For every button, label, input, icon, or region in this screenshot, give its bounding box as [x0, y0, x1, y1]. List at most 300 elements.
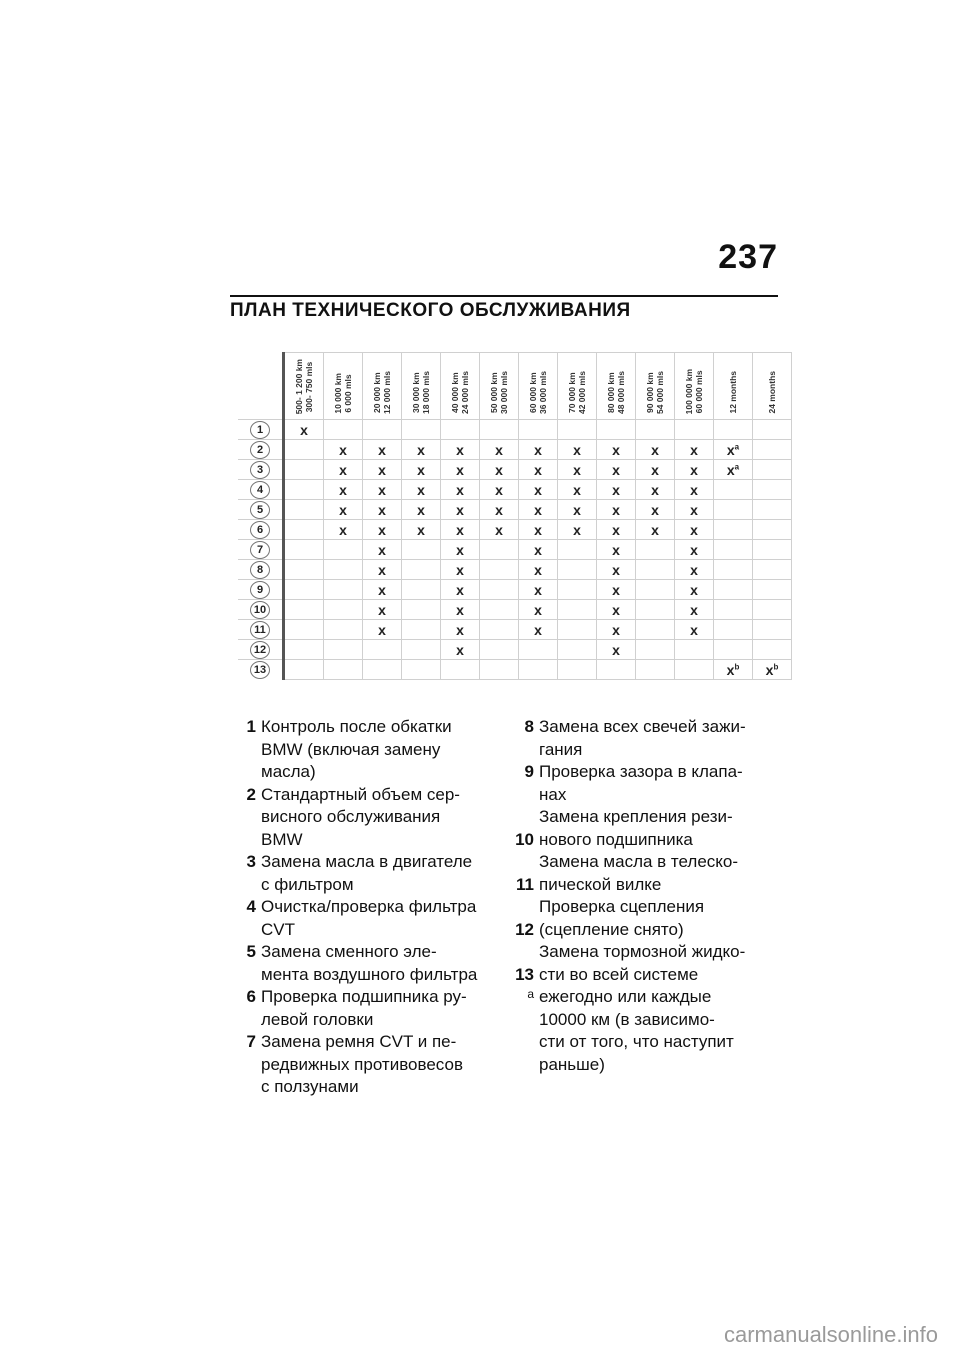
row-number-badge: 11 — [250, 621, 270, 639]
service-mark: x — [612, 441, 620, 458]
schedule-cell — [558, 460, 597, 480]
legend-item-text: Замена тормозной жидко- сти во всей системе — [539, 942, 746, 984]
service-mark: x — [690, 461, 698, 478]
service-mark: x — [651, 461, 659, 478]
schedule-cell — [597, 660, 636, 680]
schedule-cell — [675, 440, 714, 460]
table-row — [238, 620, 792, 640]
service-mark: x — [690, 521, 698, 538]
schedule-cell — [284, 640, 324, 660]
schedule-cell — [675, 520, 714, 540]
service-mark: x — [456, 481, 464, 498]
service-mark: x — [495, 521, 503, 538]
schedule-cell — [519, 560, 558, 580]
schedule-cell — [558, 420, 597, 440]
service-mark: x — [378, 521, 386, 538]
schedule-cell — [284, 440, 324, 460]
schedule-cell — [753, 540, 792, 560]
column-header — [480, 353, 519, 420]
schedule-cell — [402, 600, 441, 620]
service-mark: x — [534, 461, 542, 478]
schedule-cell — [753, 620, 792, 640]
service-mark: x — [690, 501, 698, 518]
schedule-cell — [441, 420, 480, 440]
legend-item-number: 4 — [246, 897, 256, 916]
schedule-cell — [284, 480, 324, 500]
title-rule — [230, 295, 778, 297]
schedule-cell — [753, 660, 792, 680]
row-number-cell — [238, 500, 284, 520]
schedule-cell — [597, 440, 636, 460]
schedule-cell — [480, 420, 519, 440]
schedule-cell — [636, 540, 675, 560]
service-mark: x — [534, 501, 542, 518]
legend-item-text: Стандартный объем сер- висного обслуживания BMW — [261, 784, 460, 849]
schedule-cell — [324, 620, 363, 640]
service-mark: x — [612, 501, 620, 518]
schedule-cell — [480, 560, 519, 580]
column-header-label: 20 000 km 12 000 mls — [372, 370, 392, 414]
schedule-cell — [324, 460, 363, 480]
row-number-cell — [238, 480, 284, 500]
service-mark: x — [456, 641, 464, 658]
column-header-label: 70 000 km 42 000 mls — [567, 370, 587, 414]
legend-item — [506, 896, 776, 941]
schedule-cell — [558, 540, 597, 560]
column-header — [284, 353, 324, 420]
column-header-label: 500- 1 200 km 300- 750 mls — [294, 358, 314, 414]
schedule-cell — [714, 640, 753, 660]
schedule-cell — [324, 500, 363, 520]
service-mark: x — [612, 481, 620, 498]
service-mark: x — [573, 441, 581, 458]
watermark: carmanualsonline.info — [723, 1322, 938, 1347]
table-row — [238, 560, 792, 580]
service-mark: $x^b$ — [765, 661, 779, 678]
schedule-cell — [558, 640, 597, 660]
schedule-cell — [402, 580, 441, 600]
service-mark: x — [378, 481, 386, 498]
row-number-badge: 5 — [250, 501, 270, 519]
column-header — [753, 353, 792, 420]
schedule-cell — [675, 580, 714, 600]
schedule-cell — [441, 460, 480, 480]
service-mark: x — [612, 461, 620, 478]
row-number-badge: 13 — [250, 661, 270, 679]
service-mark: x — [690, 481, 698, 498]
schedule-cell — [714, 660, 753, 680]
schedule-cell — [519, 640, 558, 660]
service-mark: x — [612, 621, 620, 638]
schedule-cell — [753, 500, 792, 520]
table-row — [238, 460, 792, 480]
schedule-cell — [441, 560, 480, 580]
schedule-cell — [480, 620, 519, 640]
column-header — [558, 353, 597, 420]
legend-item-text: Проверка подшипника ру- левой головки — [261, 987, 467, 1029]
schedule-cell — [363, 480, 402, 500]
column-header-label: 10 000 km 6 000 mls — [333, 373, 353, 414]
schedule-cell — [519, 480, 558, 500]
service-mark: x — [534, 521, 542, 538]
column-header-label: 60 000 km 36 000 mls — [528, 370, 548, 414]
service-mark: x — [417, 481, 425, 498]
schedule-cell — [480, 500, 519, 520]
schedule-cell — [402, 480, 441, 500]
service-mark: x — [300, 421, 308, 438]
schedule-cell — [480, 540, 519, 560]
legend-item — [228, 986, 490, 1031]
schedule-cell — [402, 540, 441, 560]
legend-right-column — [506, 716, 776, 1076]
schedule-cell — [519, 460, 558, 480]
schedule-cell — [363, 620, 402, 640]
row-number-badge: 7 — [250, 541, 270, 559]
row-number-cell — [238, 520, 284, 540]
schedule-cell — [675, 480, 714, 500]
schedule-cell — [714, 540, 753, 560]
schedule-cell — [284, 540, 324, 560]
legend-item-text: Контроль после обкатки BMW (включая замену масла) — [261, 717, 452, 781]
schedule-cell — [284, 560, 324, 580]
schedule-cell — [636, 660, 675, 680]
schedule-cell — [597, 500, 636, 520]
row-number-badge: 9 — [250, 581, 270, 599]
legend-item-text: ежегодно или каждые 10000 км (в зависимо- сти от того, что наступит раньше) — [539, 987, 734, 1074]
schedule-cell — [597, 560, 636, 580]
legend-item-text: Замена масла в двигателе с фильтром — [261, 852, 473, 894]
legend-item-text: Замена крепления рези- нового подшипника — [539, 807, 733, 849]
service-mark: x — [612, 581, 620, 598]
schedule-cell — [558, 600, 597, 620]
column-header — [441, 353, 480, 420]
column-header-label: 90 000 km 54 000 mls — [645, 370, 665, 414]
schedule-cell — [363, 560, 402, 580]
schedule-cell — [636, 520, 675, 540]
schedule-cell — [324, 520, 363, 540]
service-mark: x — [378, 541, 386, 558]
schedule-cell — [284, 600, 324, 620]
column-header — [675, 353, 714, 420]
service-mark: x — [495, 501, 503, 518]
service-mark: x — [612, 541, 620, 558]
schedule-cell — [363, 540, 402, 560]
service-mark: x — [534, 441, 542, 458]
table-row — [238, 580, 792, 600]
legend-item-number: 5 — [246, 942, 256, 961]
table-row — [238, 640, 792, 660]
header-corner — [238, 353, 284, 420]
schedule-cell — [519, 420, 558, 440]
schedule-cell — [402, 460, 441, 480]
schedule-cell — [480, 640, 519, 660]
schedule-cell — [441, 580, 480, 600]
schedule-cell — [402, 640, 441, 660]
schedule-cell — [558, 660, 597, 680]
legend-item — [506, 761, 776, 806]
legend-item-number: 6 — [246, 987, 256, 1006]
schedule-cell — [753, 420, 792, 440]
row-number-badge: 12 — [250, 641, 270, 659]
service-mark: x — [378, 581, 386, 598]
schedule-cell — [324, 420, 363, 440]
schedule-cell — [675, 620, 714, 640]
service-mark: x — [339, 521, 347, 538]
legend-item-text: Замена масла в телеско- пической вилке — [539, 852, 739, 894]
table-row — [238, 520, 792, 540]
service-mark: x — [339, 481, 347, 498]
column-header — [402, 353, 441, 420]
legend-item — [506, 851, 776, 896]
service-mark: x — [378, 601, 386, 618]
schedule-cell — [480, 460, 519, 480]
service-mark: x — [417, 441, 425, 458]
schedule-cell — [324, 640, 363, 660]
row-number-badge: 8 — [250, 561, 270, 579]
legend-item-number: 7 — [246, 1032, 256, 1051]
schedule-cell — [558, 440, 597, 460]
schedule-cell — [402, 500, 441, 520]
row-number-badge: 1 — [250, 421, 270, 439]
service-mark: x — [612, 641, 620, 658]
schedule-cell — [363, 460, 402, 480]
row-number-cell — [238, 440, 284, 460]
service-mark: x — [456, 561, 464, 578]
schedule-cell — [636, 480, 675, 500]
service-mark: x — [378, 501, 386, 518]
row-number-badge: 10 — [250, 601, 270, 619]
schedule-cell — [519, 440, 558, 460]
schedule-cell — [714, 500, 753, 520]
row-number-cell — [238, 420, 284, 440]
row-number-cell — [238, 660, 284, 680]
footnote-marker: a — [734, 441, 740, 451]
schedule-cell — [441, 640, 480, 660]
legend-item-text: Замена сменного эле- мента воздушного фильтра — [261, 942, 478, 984]
legend-item-number: 11 — [516, 874, 534, 894]
column-header-label: 40 000 km 24 000 mls — [450, 370, 470, 414]
row-number-badge: 4 — [250, 481, 270, 499]
schedule-cell — [519, 500, 558, 520]
legend-item — [506, 941, 776, 986]
row-number-cell — [238, 460, 284, 480]
schedule-cell — [753, 600, 792, 620]
row-number-cell — [238, 600, 284, 620]
column-header-label: 12 months — [728, 371, 738, 414]
schedule-cell — [714, 520, 753, 540]
schedule-cell — [284, 660, 324, 680]
schedule-cell — [597, 540, 636, 560]
schedule-cell — [324, 440, 363, 460]
service-mark: x — [612, 561, 620, 578]
schedule-cell — [441, 600, 480, 620]
schedule-cell — [675, 500, 714, 520]
service-mark: x — [417, 501, 425, 518]
legend-item-number: a — [527, 987, 534, 1001]
schedule-cell — [636, 560, 675, 580]
schedule-cell — [284, 460, 324, 480]
table-row — [238, 660, 792, 680]
schedule-cell — [480, 480, 519, 500]
schedule-cell — [363, 600, 402, 620]
row-number-badge: 2 — [250, 441, 270, 459]
schedule-cell — [324, 600, 363, 620]
service-mark: x — [690, 621, 698, 638]
legend-item — [228, 896, 490, 941]
schedule-cell — [558, 480, 597, 500]
schedule-cell — [519, 520, 558, 540]
service-mark: x — [651, 501, 659, 518]
page-title: ПЛАН ТЕХНИЧЕСКОГО ОБСЛУЖИВАНИЯ — [230, 300, 631, 321]
schedule-cell — [636, 460, 675, 480]
service-mark: x — [456, 541, 464, 558]
column-header — [714, 353, 753, 420]
legend-item-text: Проверка сцепления (сцепление снято) — [539, 897, 705, 939]
service-mark: x — [339, 461, 347, 478]
schedule-cell — [714, 480, 753, 500]
legend-left-column — [228, 716, 490, 1099]
legend-item — [228, 851, 490, 896]
service-mark: $x^b$ — [726, 661, 740, 678]
schedule-cell — [597, 640, 636, 660]
schedule-cell — [363, 520, 402, 540]
legend-item-number: 9 — [524, 762, 534, 781]
schedule-cell — [636, 580, 675, 600]
table-row — [238, 600, 792, 620]
service-mark: x — [456, 601, 464, 618]
schedule-cell — [480, 580, 519, 600]
service-mark: x — [690, 441, 698, 458]
maintenance-schedule-table — [238, 352, 792, 680]
legend-item-number: 12 — [515, 919, 534, 939]
column-header — [363, 353, 402, 420]
schedule-cell — [441, 540, 480, 560]
footnote-marker: b — [773, 661, 779, 671]
table-row — [238, 500, 792, 520]
schedule-cell — [284, 620, 324, 640]
column-header — [636, 353, 675, 420]
schedule-cell — [597, 580, 636, 600]
row-number-badge: 6 — [250, 521, 270, 539]
schedule-cell — [519, 620, 558, 640]
legend-item-number: 3 — [246, 852, 256, 871]
schedule-grid — [238, 352, 792, 680]
schedule-cell — [636, 640, 675, 660]
schedule-cell — [363, 640, 402, 660]
schedule-cell — [324, 580, 363, 600]
legend-item — [506, 716, 776, 761]
service-mark: x — [534, 621, 542, 638]
schedule-cell — [324, 660, 363, 680]
service-mark: x — [573, 461, 581, 478]
service-mark: x — [495, 481, 503, 498]
legend-item-text: Замена ремня CVT и пе- редвижных противовесов с ползунами — [261, 1032, 463, 1096]
schedule-cell — [284, 520, 324, 540]
schedule-cell — [714, 620, 753, 640]
legend-item — [506, 986, 776, 1076]
schedule-cell — [324, 540, 363, 560]
service-mark: x — [378, 561, 386, 578]
service-mark: x — [612, 521, 620, 538]
schedule-cell — [597, 420, 636, 440]
row-number-cell — [238, 540, 284, 560]
service-mark: x — [651, 481, 659, 498]
schedule-cell — [675, 660, 714, 680]
footnote-marker: a — [734, 461, 740, 471]
legend-item-text: Проверка зазора в клапа- нах — [539, 762, 743, 804]
service-mark: x — [534, 581, 542, 598]
schedule-cell — [363, 500, 402, 520]
schedule-cell — [441, 440, 480, 460]
legend-item-number: 10 — [515, 829, 534, 849]
schedule-cell — [714, 600, 753, 620]
service-mark: x — [495, 461, 503, 478]
service-mark: x — [456, 461, 464, 478]
row-number-cell — [238, 620, 284, 640]
service-mark: x — [690, 561, 698, 578]
schedule-cell — [597, 480, 636, 500]
table-row — [238, 420, 792, 440]
service-mark: x — [573, 481, 581, 498]
schedule-cell — [402, 440, 441, 460]
schedule-cell — [284, 420, 324, 440]
schedule-cell — [519, 600, 558, 620]
column-header-label: 30 000 km 18 000 mls — [411, 370, 431, 414]
schedule-cell — [284, 580, 324, 600]
row-number-cell — [238, 580, 284, 600]
service-mark: x — [339, 441, 347, 458]
service-mark: x — [690, 541, 698, 558]
schedule-cell — [363, 440, 402, 460]
legend-item-number: 1 — [246, 717, 256, 736]
legend-item — [228, 941, 490, 986]
schedule-cell — [558, 560, 597, 580]
service-mark: $x^a$ — [726, 441, 740, 458]
schedule-cell — [441, 660, 480, 680]
schedule-cell — [441, 480, 480, 500]
schedule-cell — [675, 600, 714, 620]
service-mark: x — [573, 521, 581, 538]
schedule-cell — [519, 580, 558, 600]
schedule-cell — [753, 480, 792, 500]
column-header — [519, 353, 558, 420]
service-mark: x — [495, 441, 503, 458]
column-header-label: 50 000 km 30 000 mls — [489, 370, 509, 414]
service-mark: x — [534, 601, 542, 618]
schedule-cell — [480, 440, 519, 460]
schedule-cell — [636, 420, 675, 440]
schedule-cell — [480, 520, 519, 540]
column-header-label: 100 000 km 60 000 mls — [684, 368, 704, 414]
service-mark: x — [651, 441, 659, 458]
table-row — [238, 540, 792, 560]
row-number-cell — [238, 560, 284, 580]
schedule-cell — [363, 660, 402, 680]
service-mark: x — [456, 521, 464, 538]
column-header — [597, 353, 636, 420]
schedule-cell — [363, 420, 402, 440]
schedule-cell — [636, 500, 675, 520]
schedule-cell — [402, 660, 441, 680]
schedule-cell — [753, 460, 792, 480]
service-mark: x — [534, 561, 542, 578]
schedule-cell — [441, 520, 480, 540]
schedule-cell — [714, 560, 753, 580]
schedule-cell — [441, 500, 480, 520]
schedule-cell — [519, 660, 558, 680]
service-mark: x — [690, 601, 698, 618]
legend-item-number: 2 — [246, 784, 256, 804]
